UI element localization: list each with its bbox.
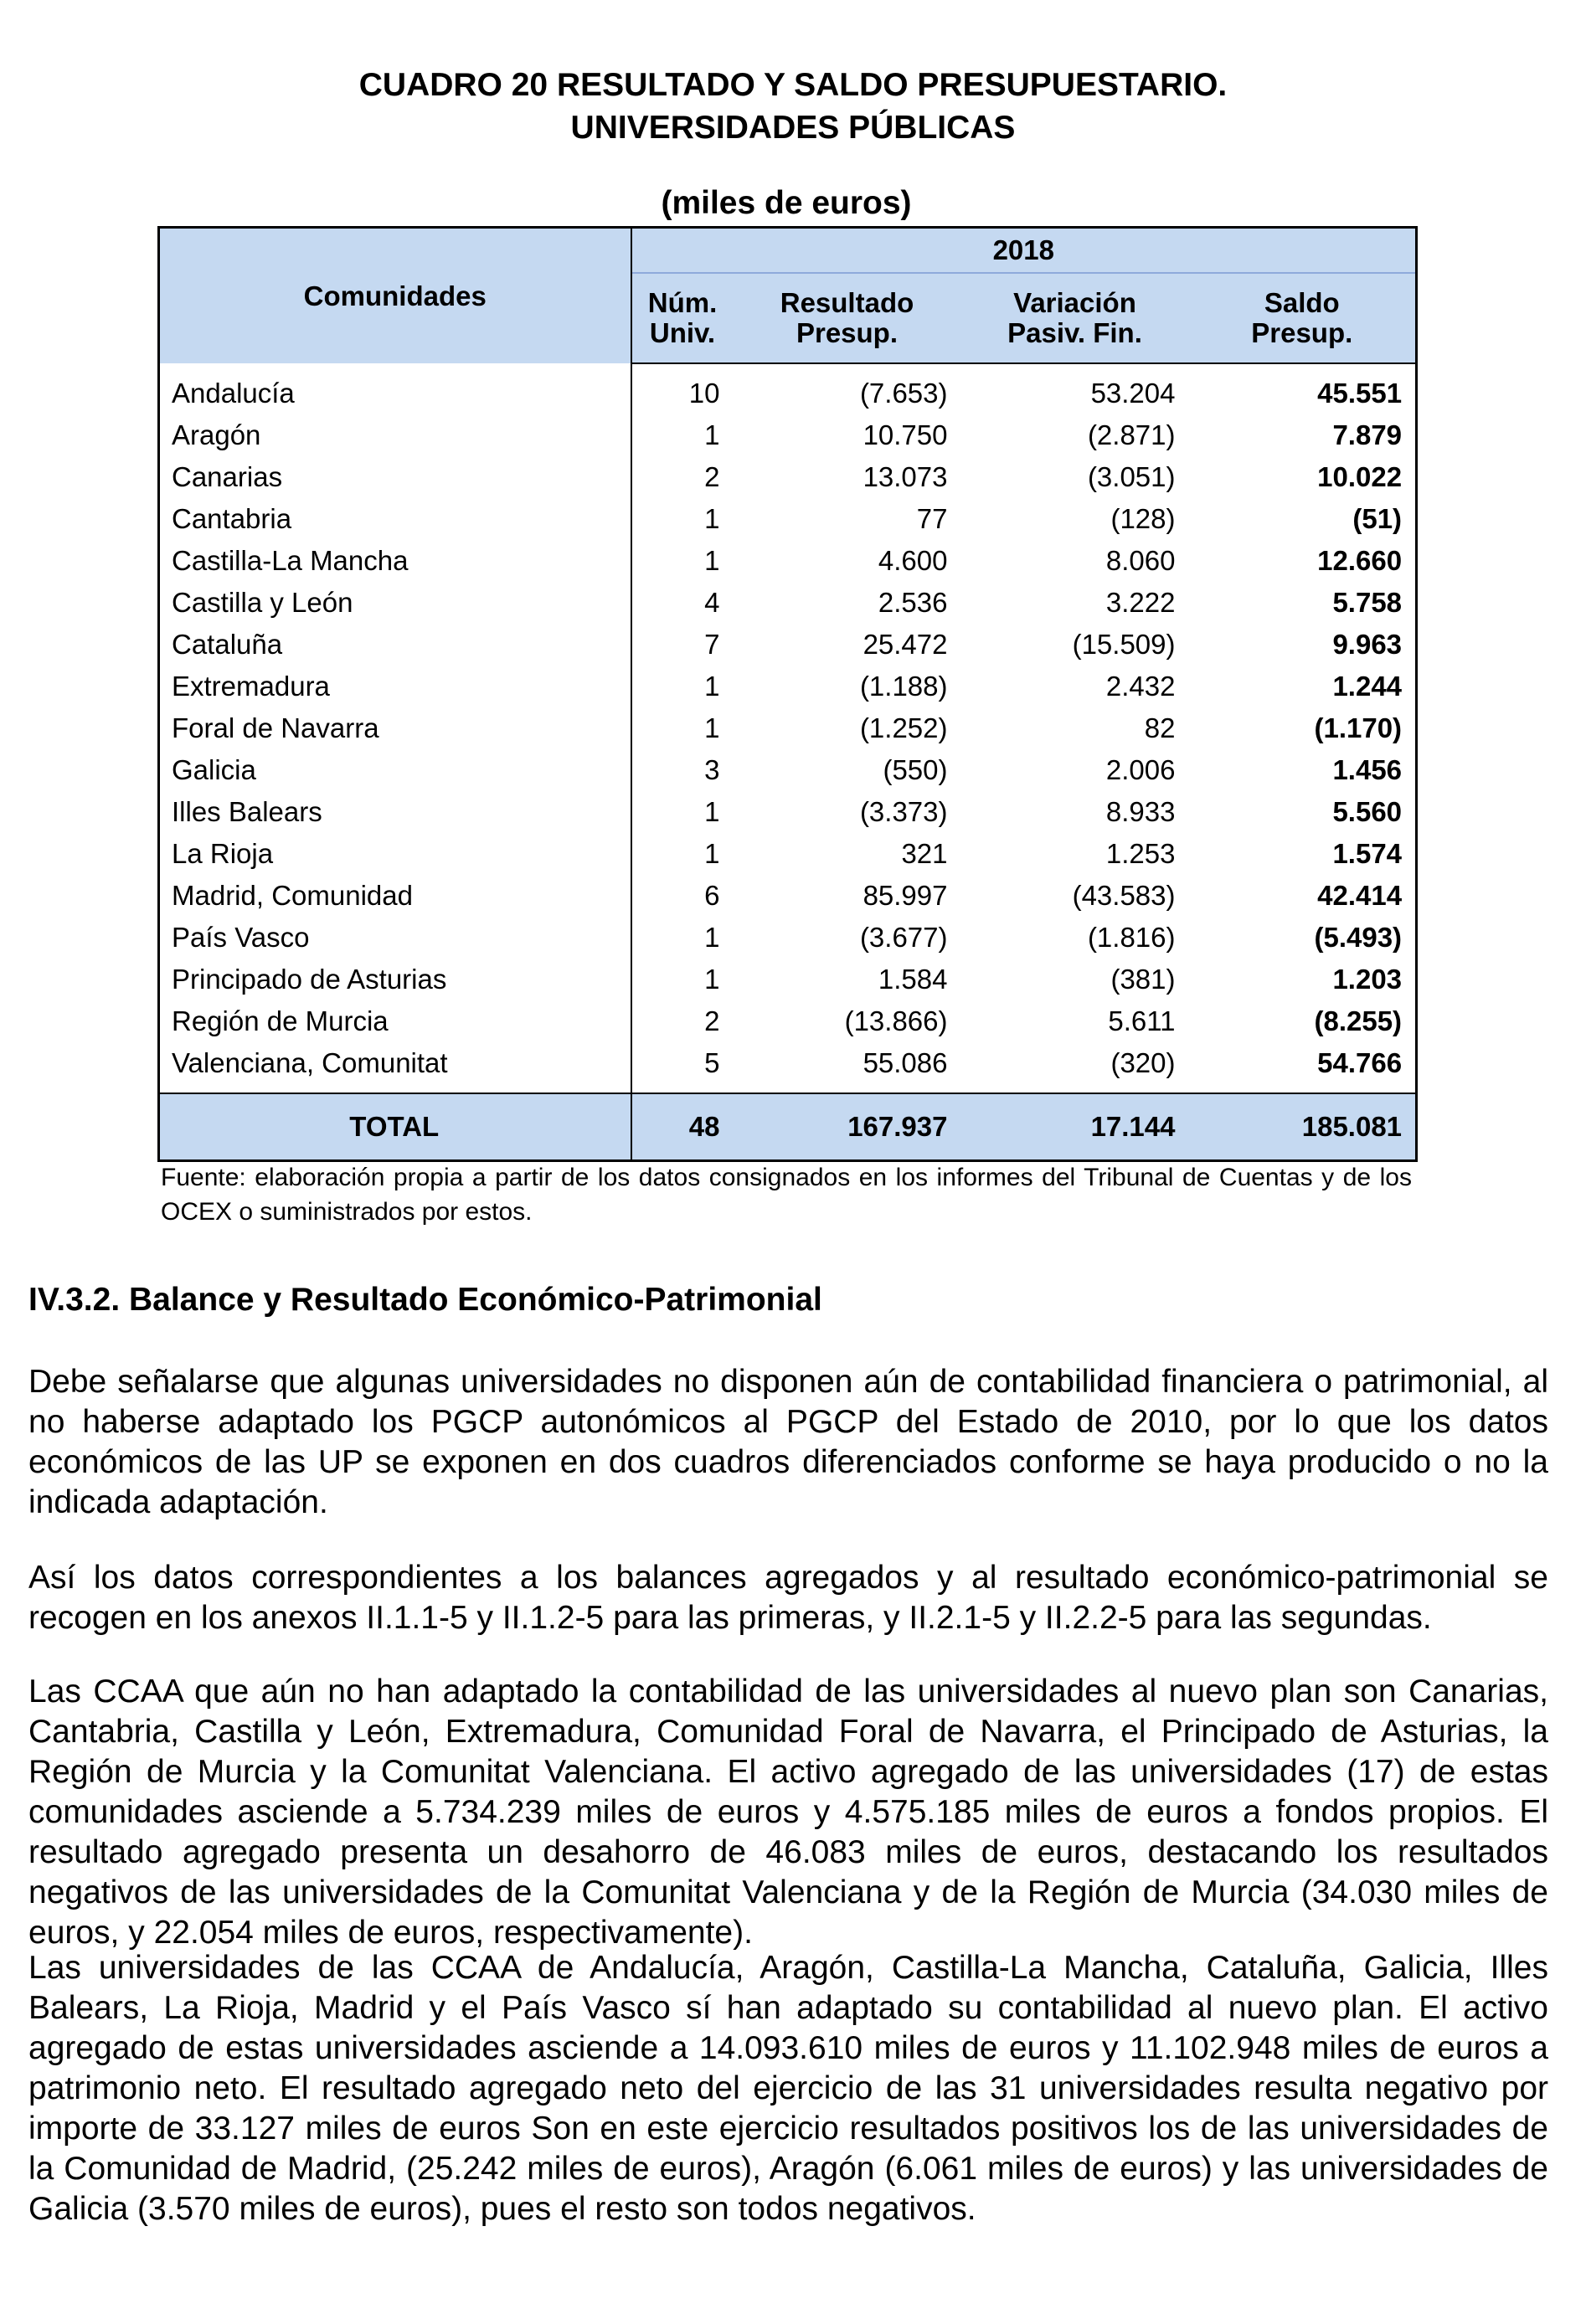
- cell-saldo: 10.022: [1317, 461, 1403, 492]
- table-row: [159, 666, 1417, 707]
- cell-resultado: (3.677): [859, 922, 948, 953]
- cell-saldo: (8.255): [1314, 1005, 1403, 1036]
- cell-resultado: 77: [916, 503, 948, 534]
- cell-saldo: 7.879: [1332, 419, 1403, 450]
- cell-num-univ: 2: [704, 1005, 720, 1036]
- cell-num-univ: 1: [704, 796, 720, 827]
- section-heading: IV.3.2. Balance y Resultado Económico-Patrimonial: [28, 1282, 822, 1318]
- cell-saldo: 5.758: [1332, 587, 1403, 618]
- cell-comunidad: Illes Balears: [159, 791, 631, 833]
- header-saldo: Saldo Presup.: [1189, 273, 1417, 363]
- cell-num-univ: 1: [704, 545, 720, 576]
- cell-variacion: 82: [1144, 712, 1176, 743]
- cell-variacion: 8.060: [1105, 545, 1176, 576]
- cell-comunidad: La Rioja: [159, 833, 631, 875]
- cell-resultado: 1.584: [878, 964, 948, 995]
- cell-comunidad: Canarias: [159, 456, 631, 498]
- cell-num-univ: 1: [704, 964, 720, 995]
- cell-resultado: (7.653): [859, 378, 948, 409]
- cell-comunidad: Valenciana, Comunitat: [159, 1042, 631, 1093]
- cell-comunidad: País Vasco: [159, 917, 631, 959]
- total-variacion: 17.144: [961, 1093, 1189, 1161]
- cell-variacion: 2.432: [1105, 671, 1176, 702]
- cell-comunidad: Región de Murcia: [159, 1000, 631, 1042]
- cell-comunidad: Castilla-La Mancha: [159, 540, 631, 582]
- units-caption: (miles de euros): [661, 185, 912, 221]
- table-header: [159, 228, 1417, 364]
- table-row: [159, 1000, 1417, 1042]
- cell-comunidad: Cantabria: [159, 498, 631, 540]
- cell-variacion: (2.871): [1087, 419, 1176, 450]
- table-row: [159, 498, 1417, 540]
- cell-num-univ: 1: [704, 712, 720, 743]
- cell-resultado: 25.472: [863, 629, 948, 660]
- cell-num-univ: 10: [688, 378, 720, 409]
- cell-variacion: (381): [1110, 964, 1176, 995]
- paragraph-1: Debe señalarse que algunas universidades no disponen aún de contabilidad financiera o patrimonial, al no haberse adaptado los PGCP autonómicos al PGCP del Estado de 2010, por lo que los datos económicos de las UP se exponen en dos cuadros diferenciados conforme se haya producido o no la indicada adaptación.: [28, 1364, 1548, 1520]
- cell-variacion: (43.583): [1072, 880, 1176, 911]
- cell-saldo: 12.660: [1317, 545, 1403, 576]
- table-row: [159, 707, 1417, 749]
- cell-resultado: 321: [901, 838, 948, 869]
- budget-table: [157, 226, 1418, 1162]
- cell-comunidad: Extremadura: [159, 666, 631, 707]
- cell-comunidad: Cataluña: [159, 624, 631, 666]
- cell-saldo: (1.170): [1314, 712, 1403, 743]
- table-row: [159, 833, 1417, 875]
- total-num: 48: [631, 1093, 734, 1161]
- cell-saldo: (51): [1352, 503, 1403, 534]
- table-row: [159, 917, 1417, 959]
- page-title: [0, 64, 1586, 149]
- table-row: [159, 582, 1417, 624]
- cell-resultado: 55.086: [863, 1047, 948, 1078]
- table-body: [159, 363, 1417, 1093]
- table-row: [159, 749, 1417, 791]
- cell-variacion: (3.051): [1087, 461, 1176, 492]
- cell-variacion: 2.006: [1105, 754, 1176, 785]
- cell-saldo: 1.456: [1332, 754, 1403, 785]
- header-year: 2018: [631, 228, 1417, 274]
- cell-resultado: (1.252): [859, 712, 948, 743]
- cell-num-univ: 5: [704, 1047, 720, 1078]
- cell-comunidad: Foral de Navarra: [159, 707, 631, 749]
- cell-variacion: (128): [1110, 503, 1176, 534]
- cell-comunidad: Andalucía: [159, 363, 631, 414]
- cell-variacion: (15.509): [1072, 629, 1176, 660]
- cell-num-univ: 3: [704, 754, 720, 785]
- total-label: TOTAL: [159, 1093, 631, 1161]
- cell-saldo: 1.244: [1332, 671, 1403, 702]
- cell-saldo: 54.766: [1317, 1047, 1403, 1078]
- table-row: [159, 959, 1417, 1000]
- cell-resultado: 2.536: [878, 587, 948, 618]
- cell-num-univ: 2: [704, 461, 720, 492]
- title-line-2: UNIVERSIDADES PÚBLICAS: [570, 110, 1016, 146]
- cell-variacion: 3.222: [1105, 587, 1176, 618]
- cell-variacion: 1.253: [1105, 838, 1176, 869]
- cell-saldo: 42.414: [1317, 880, 1403, 911]
- table-row: [159, 1042, 1417, 1093]
- cell-resultado: 85.997: [863, 880, 948, 911]
- cell-num-univ: 1: [704, 838, 720, 869]
- table-row: [159, 875, 1417, 917]
- header-resultado: Resultado Presup.: [734, 273, 961, 363]
- table-row: [159, 414, 1417, 456]
- cell-comunidad: Madrid, Comunidad: [159, 875, 631, 917]
- cell-saldo: 9.963: [1332, 629, 1403, 660]
- cell-variacion: 53.204: [1090, 378, 1176, 409]
- cell-saldo: 1.574: [1332, 838, 1403, 869]
- cell-variacion: 5.611: [1108, 1005, 1176, 1036]
- cell-resultado: (550): [883, 754, 948, 785]
- paragraph-4: Las universidades de las CCAA de Andalucía, Aragón, Castilla-La Mancha, Cataluña, Galicia, Illes Balears, La Rioja, Madrid y el País Vasco sí han adaptado su contabilidad al nuevo plan. El activo agregado de estas universidades asciende a 14.093.610 miles de euros y 11.102.948 miles de euros a patrimonio neto. El resultado agregado neto del ejercicio de las 31 universidades resulta negativo por importe de 33.127 miles de euros Son en este ejercicio resultados positivos los de las universidades de la Comunidad de Madrid, (25.242 miles de euros), Aragón (6.061 miles de euros) y las universidades de Galicia (3.570 miles de euros), pues el resto son todos negativos.: [28, 1950, 1548, 2227]
- source-note: Fuente: elaboración propia a partir de los datos consignados en los informes del Tribunal de Cuentas y de los OCEX o suministrados por estos.: [161, 1164, 1412, 1226]
- cell-resultado: (3.373): [859, 796, 948, 827]
- cell-num-univ: 1: [704, 503, 720, 534]
- cell-num-univ: 1: [704, 419, 720, 450]
- header-variacion: Variación Pasiv. Fin.: [961, 273, 1189, 363]
- cell-resultado: 4.600: [878, 545, 948, 576]
- table-row: [159, 363, 1417, 414]
- cell-comunidad: Aragón: [159, 414, 631, 456]
- cell-num-univ: 7: [704, 629, 720, 660]
- total-saldo: 185.081: [1189, 1093, 1417, 1161]
- cell-comunidad: Galicia: [159, 749, 631, 791]
- cell-num-univ: 1: [704, 671, 720, 702]
- table-row: [159, 624, 1417, 666]
- cell-comunidad: Castilla y León: [159, 582, 631, 624]
- cell-variacion: (320): [1110, 1047, 1176, 1078]
- paragraph-3: Las CCAA que aún no han adaptado la contabilidad de las universidades al nuevo plan son Canarias, Cantabria, Castilla y León, Extremadura, Comunidad Foral de Navarra, el Principado de Asturias, la Región de Murcia y la Comunitat Valenciana. El activo agregado de las universidades (17) de estas comunidades asciende a 5.734.239 miles de euros y 4.575.185 miles de euros a fondos propios. El resultado agregado presenta un desahorro de 46.083 miles de euros, destacando los resultados negativos de las universidades de la Comunitat Valenciana y de la Región de Murcia (34.030 miles de euros, y 22.054 miles de euros, respectivamente).: [28, 1674, 1548, 1951]
- cell-resultado: (1.188): [859, 671, 948, 702]
- table-row: [159, 540, 1417, 582]
- cell-resultado: 10.750: [863, 419, 948, 450]
- table-row: [159, 791, 1417, 833]
- cell-saldo: 5.560: [1332, 796, 1403, 827]
- cell-num-univ: 4: [704, 587, 720, 618]
- cell-comunidad: Principado de Asturias: [159, 959, 631, 1000]
- total-row: [159, 1093, 1417, 1161]
- cell-num-univ: 6: [704, 880, 720, 911]
- cell-variacion: (1.816): [1087, 922, 1176, 953]
- header-num-univ: Núm. Univ.: [631, 273, 734, 363]
- cell-resultado: 13.073: [863, 461, 948, 492]
- cell-variacion: 8.933: [1105, 796, 1176, 827]
- cell-saldo: 1.203: [1332, 964, 1403, 995]
- title-line-1: CUADRO 20 RESULTADO Y SALDO PRESUPUESTARIO.: [358, 67, 1228, 103]
- cell-saldo: 45.551: [1317, 378, 1403, 409]
- cell-num-univ: 1: [704, 922, 720, 953]
- paragraph-2: Así los datos correspondientes a los balances agregados y al resultado económico-patrimonial se recogen en los anexos II.1.1-5 y II.1.2-5 para las primeras, y II.2.1-5 y II.2.2-5 para las segundas.: [28, 1560, 1548, 1636]
- table-row: [159, 456, 1417, 498]
- cell-resultado: (13.866): [844, 1005, 948, 1036]
- cell-saldo: (5.493): [1314, 922, 1403, 953]
- header-comunidades: Comunidades: [159, 228, 631, 364]
- total-resultado: 167.937: [734, 1093, 961, 1161]
